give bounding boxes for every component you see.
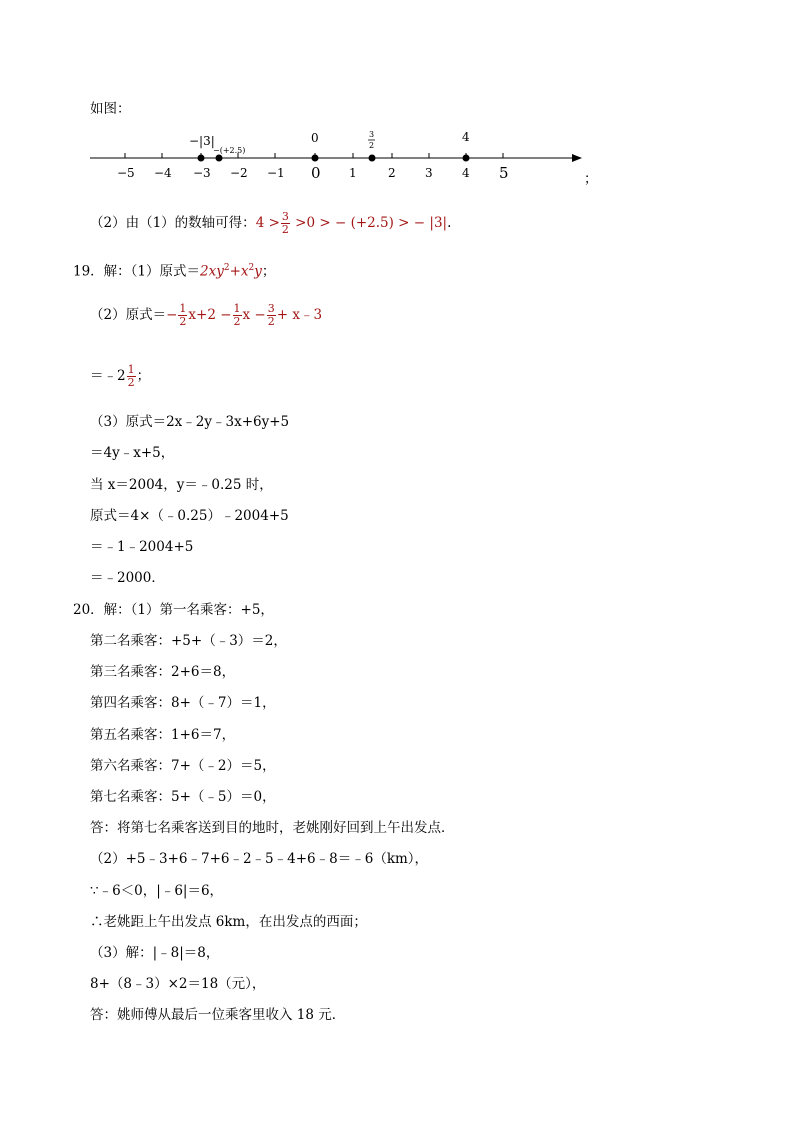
q19-p2-frac3-den: 2 — [267, 315, 275, 328]
q19-p2-part2: x+2 − — [188, 307, 232, 323]
tick-label-neg2: −2 — [230, 166, 248, 180]
q19-p3-line5: ＝﹣1﹣2004+5 — [90, 539, 194, 555]
q20-line: 第六名乘客：7+（﹣2）＝5， — [90, 757, 276, 774]
q19-p2-frac3 — [267, 303, 276, 328]
q19-p1-expr: 2xy — [200, 263, 224, 280]
q19-p3-line6: ＝﹣2000． — [90, 570, 165, 586]
point-four — [463, 155, 470, 162]
label-zero-top: 0 — [311, 131, 319, 145]
q20-line: （3）解：|﹣8|＝8， — [90, 945, 220, 961]
tick-label-two: 2 — [388, 166, 396, 180]
tick-label-neg4: −4 — [154, 166, 172, 180]
q19-p3-line4: 原式＝4×（﹣0.25）﹣2004+5 — [90, 508, 289, 524]
number-line-svg — [85, 125, 605, 195]
tick-label-neg1: −1 — [267, 166, 285, 180]
p2-frac-den: 2 — [281, 223, 289, 236]
q19-line3 — [90, 364, 150, 389]
p2-end: . — [447, 215, 452, 231]
q20-line: 8+（8﹣3）×2＝18（元）， — [90, 976, 266, 993]
label-neg-plus25: −(+2.5) — [213, 146, 246, 155]
q19-p2-part3: x − — [242, 307, 266, 323]
q20-line: 答：姚师傅从最后一位乘客里收入 18 元． — [90, 1007, 346, 1024]
point-zero — [312, 155, 319, 162]
q19-p1-expr3: y — [254, 263, 262, 280]
q19-p2-res-prefix: ＝﹣2 — [90, 368, 126, 384]
tick-label-neg3: −3 — [193, 166, 211, 180]
axis-tick-labels — [117, 164, 509, 182]
tick-label-five: 5 — [499, 164, 509, 182]
q20-line: 第五名乘客：1+6＝7， — [90, 726, 236, 743]
q19-p2-frac3-num: 3 — [267, 302, 275, 315]
q20-line: 第四名乘客：8+（﹣7）＝1， — [90, 695, 276, 712]
q20-line: 第三名乘客：2+6＝8， — [90, 664, 236, 681]
q20-line: 第二名乘客：+5+（﹣3）＝2， — [90, 633, 287, 649]
label-neg-abs3: −|3| — [189, 134, 215, 148]
tick-label-one: 1 — [349, 166, 357, 180]
q20-line: ∴老姚距上午出发点 6km，在出发点的西面； — [90, 913, 367, 930]
point-three-halves — [369, 155, 376, 162]
axis-trailing-semicolon: ； — [584, 171, 598, 187]
q20-line: 第七名乘客：5+（﹣5）＝0， — [90, 789, 276, 805]
q20-line: （2）+5﹣3+6﹣7+6﹣2﹣5﹣4+6﹣8＝﹣6（km）， — [90, 851, 429, 868]
label-four-top: 4 — [462, 130, 470, 144]
p2-fraction — [281, 211, 290, 236]
label-3-over-2-num: 3 — [369, 130, 375, 139]
q19-p2-frac2-den: 2 — [233, 315, 241, 328]
p2-expr-a: 4 > — [255, 215, 280, 231]
q19-p2-res-num: 1 — [127, 363, 135, 376]
q20-title: 20．解：（1）第一名乘客：+5， — [73, 602, 274, 618]
q19-p3-line3: 当 x＝2004，y＝﹣0.25 时， — [90, 477, 273, 493]
p2-expr-b: >0 > − (+2.5) > − |3| — [290, 215, 448, 231]
q19-p2-frac1-den: 2 — [179, 315, 187, 328]
p2-prefix: （2）由（1）的数轴可得： — [90, 215, 256, 231]
point-neg-abs3 — [198, 155, 205, 162]
q19-p2-part1: − — [166, 307, 178, 323]
q19-p2-res-end: ； — [136, 368, 151, 384]
tick-label-zero: 0 — [311, 164, 321, 182]
q19-p2-res-den: 2 — [127, 376, 135, 389]
q19-line1 — [73, 259, 275, 281]
q19-p1-expr2: +x — [229, 263, 249, 280]
point-neg-plus25 — [216, 155, 223, 162]
q19-p2-frac1 — [178, 303, 187, 328]
tick-label-neg5: −5 — [117, 166, 135, 180]
q19-title: 19．解：（1）原式＝ — [73, 263, 201, 280]
tick-label-four: 4 — [462, 166, 470, 180]
intro-text: 如图： — [90, 101, 131, 117]
axis-arrow — [572, 154, 582, 162]
q19-p3-line1: （3）原式＝2x﹣2y﹣3x+6y+5 — [90, 414, 290, 430]
q19-p3-line2: ＝4y﹣x+5， — [90, 445, 175, 461]
q19-p2-res-frac — [127, 364, 136, 389]
tick-label-three: 3 — [425, 166, 433, 180]
label-3-over-2-den: 2 — [369, 141, 375, 150]
p2-frac-num: 3 — [281, 210, 289, 223]
q19-p2-frac2 — [233, 303, 242, 328]
q19-p1-sup2: 2 — [248, 263, 255, 273]
q19-p2-prefix: （2）原式＝ — [90, 307, 167, 323]
q19-line2 — [90, 303, 322, 328]
q19-p1-sup: 2 — [223, 263, 230, 273]
q19-p2-frac2-num: 1 — [233, 302, 241, 315]
q19-p2-part4: + x﹣3 — [276, 307, 323, 323]
q20-line: 答：将第七名乘客送到目的地时，老姚刚好回到上午出发点． — [90, 820, 455, 837]
number-line — [85, 125, 605, 195]
q20-line: ∵﹣6＜0，|﹣6|＝6， — [90, 882, 224, 899]
p2-line — [90, 211, 451, 236]
q19-p2-frac1-num: 1 — [179, 302, 187, 315]
q19-p1-end: ； — [261, 263, 276, 280]
